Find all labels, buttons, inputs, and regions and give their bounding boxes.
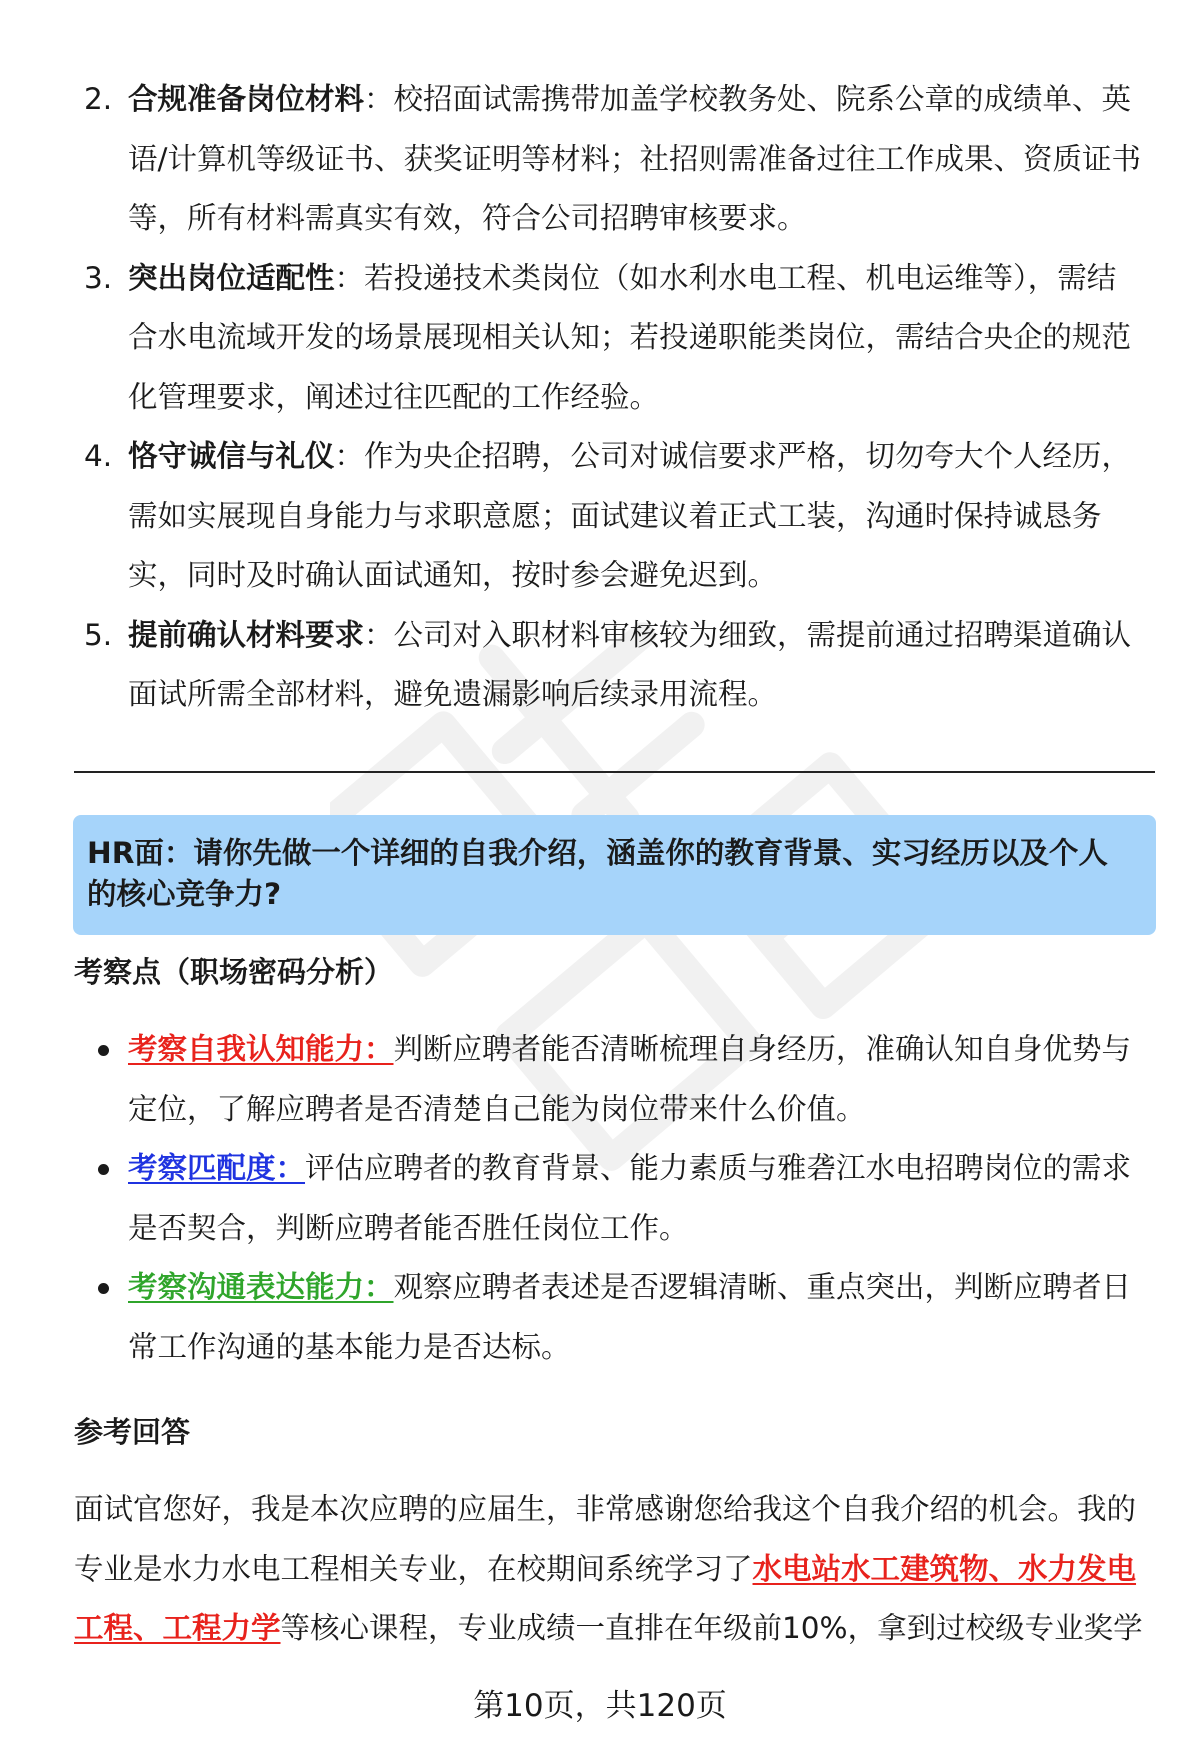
answer-paragraph bbox=[74, 1480, 1159, 1659]
answer-text: 等核心课程，专业成绩一直排在年级前10%，拿到过校级专业奖学 bbox=[280, 1611, 1143, 1645]
list-text: ：作为央企招聘，公司对诚信要求严格，切勿夸大个人经历， bbox=[334, 439, 1132, 473]
list-item bbox=[74, 1258, 1154, 1377]
point-tag: 考察自我认知能力： bbox=[128, 1032, 394, 1066]
answer-text: 专业是水力水电工程相关专业，在校期间系统学习了 bbox=[74, 1551, 753, 1586]
list-text: ：公司对入职材料审核较为细致，需提前通过招聘渠道确认 bbox=[364, 617, 1132, 652]
list-text: 需如实展现自身能力与求职意愿；面试建议着正式工装，沟通时保持诚恳务 bbox=[128, 498, 1102, 533]
answer-heading: 参考回答 bbox=[74, 1415, 191, 1449]
question-text: HR面：请你先做一个详细的自我介绍，涵盖你的教育背景、实习经历以及个人 bbox=[87, 836, 1108, 870]
point-tag: 考察沟通表达能力： bbox=[128, 1270, 394, 1304]
list-number: 3. bbox=[84, 260, 113, 295]
list-term: 突出岗位适配性 bbox=[128, 260, 335, 295]
list-text: 等，所有材料需真实有效，符合公司招聘审核要求。 bbox=[128, 201, 807, 235]
page-footer: 第10页，共120页 bbox=[473, 1688, 727, 1724]
list-text: ：校招面试需携带加盖学校教务处、院系公章的成绩单、英 bbox=[364, 82, 1132, 116]
answer-highlight: 工程、工程力学 bbox=[74, 1611, 281, 1645]
bullet-list bbox=[74, 1020, 1154, 1377]
list-term: 合规准备岗位材料 bbox=[128, 82, 365, 116]
list-text: 合水电流域开发的场景展现相关认知；若投递职能类岗位，需结合央企的规范 bbox=[128, 320, 1132, 354]
list-item bbox=[74, 1020, 1154, 1139]
answer-text: 面试官您好，我是本次应聘的应届生，非常感谢您给我这个自我介绍的机会。我的 bbox=[74, 1492, 1137, 1526]
question-text: 的核心竞争力? bbox=[87, 877, 282, 911]
list-item bbox=[74, 1139, 1154, 1258]
answer-highlight: 水电站水工建筑物、水力发电 bbox=[752, 1551, 1137, 1586]
bullet-icon bbox=[98, 1283, 109, 1294]
question-box bbox=[73, 815, 1156, 935]
list-item bbox=[74, 70, 1154, 249]
point-text: 判断应聘者能否清晰梳理自身经历，准确认知自身优势与 bbox=[393, 1032, 1132, 1066]
list-text: 语/计算机等级证书、获奖证明等材料；社招则需准备过往工作成果、资质证书 bbox=[128, 141, 1141, 176]
list-text: ：若投递技术类岗位（如水利水电工程、机电运维等），需结 bbox=[334, 260, 1117, 295]
divider bbox=[74, 771, 1155, 773]
numbered-list bbox=[74, 70, 1154, 725]
point-tag: 考察匹配度： bbox=[128, 1151, 306, 1185]
list-term: 恪守诚信与礼仪 bbox=[128, 439, 335, 473]
list-item bbox=[74, 427, 1154, 606]
list-text: 实，同时及时确认面试通知，按时参会避免迟到。 bbox=[128, 558, 778, 592]
list-number: 2. bbox=[84, 82, 113, 116]
list-text: 面试所需全部材料，避免遗漏影响后续录用流程。 bbox=[128, 677, 778, 711]
list-term: 提前确认材料要求 bbox=[128, 617, 365, 652]
point-text: 观察应聘者表述是否逻辑清晰、重点突出，判断应聘者日 bbox=[393, 1270, 1132, 1304]
list-item bbox=[74, 606, 1154, 725]
bullet-icon bbox=[98, 1045, 109, 1056]
list-number: 4. bbox=[84, 439, 113, 473]
point-text: 是否契合，判断应聘者能否胜任岗位工作。 bbox=[128, 1210, 689, 1245]
point-text: 评估应聘者的教育背景、能力素质与雅砻江水电招聘岗位的需求 bbox=[305, 1151, 1132, 1185]
point-text: 定位，了解应聘者是否清楚自己能为岗位带来什么价值。 bbox=[128, 1091, 866, 1126]
list-text: 化管理要求，阐述过往匹配的工作经验。 bbox=[128, 379, 660, 414]
point-text: 常工作沟通的基本能力是否达标。 bbox=[128, 1329, 571, 1364]
list-item bbox=[74, 249, 1154, 428]
bullet-icon bbox=[98, 1164, 109, 1175]
kaocha-heading: 考察点（职场密码分析） bbox=[74, 955, 394, 989]
list-number: 5. bbox=[84, 617, 113, 652]
